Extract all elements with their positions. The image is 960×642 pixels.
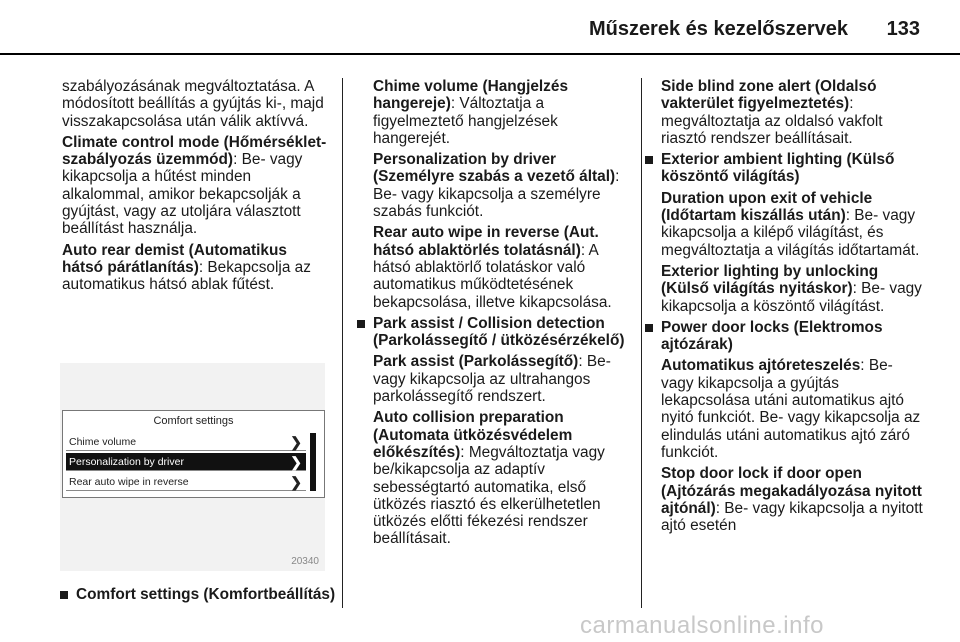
column-1 <box>62 78 330 298</box>
paragraph <box>373 151 627 220</box>
paragraph <box>661 263 923 315</box>
menu-item-personalization <box>66 453 306 471</box>
setting-text: : Be- vagy kikapcsolja a köszöntő világítást. <box>661 280 922 315</box>
setting-title: Auto collision preparation (Automata ütközésvédelem előkészítés) <box>373 409 573 461</box>
menu-item-label: Chime volume <box>69 436 137 448</box>
bullet-square-icon <box>645 324 653 332</box>
bullet-text: Park assist / Collision detection (Parkolássegítő / ütközésérzékelő) <box>373 314 625 350</box>
setting-title: Personalization by driver (Személyre szabás a vezető által) <box>373 151 616 186</box>
paragraph <box>62 134 330 238</box>
page-number: 133 <box>886 18 920 40</box>
bullet-text: Power door locks (Elektromos ajtózárak) <box>661 318 883 354</box>
setting-text: : Be- vagy kikapcsolja a személyre szabás funkciót. <box>373 168 620 221</box>
paragraph <box>661 78 923 147</box>
paragraph <box>661 190 923 259</box>
bullet-heading <box>661 319 923 354</box>
paragraph: szabályozásának megváltoztatása. A módosított beállítás a gyújtás ki-, majd visszakapcsolása után válik aktívvá. <box>62 78 324 130</box>
setting-text: : Be- vagy kikapcsolja a hűtést minden alkalommal, amikor bekapcsolják a gyújtást, vagy az utoljára választott beállítást használja. <box>62 151 303 238</box>
setting-text: : Bekapcsolja az automatikus hátsó ablak fűtést. <box>62 258 311 294</box>
paragraph <box>373 78 627 147</box>
figure-id: 20340 <box>291 556 319 567</box>
figure-caption <box>76 586 338 604</box>
chevron-right-icon: ❯ <box>290 434 302 450</box>
screen-title: Comfort settings <box>153 415 234 427</box>
setting-text: : Megváltoztatja vagy be/kikapcsolja az adaptív sebességtartó automatika, első ütközés riasztó és elkerülhetetlen ütközés előtti fékezési rendszer beállításait. <box>373 443 605 548</box>
setting-title: Automatikus ajtóreteszelés <box>661 357 861 375</box>
bullet-square-icon <box>357 320 365 328</box>
comfort-settings-figure <box>60 363 325 571</box>
setting-title: Climate control mode (Hőmérséklet-szabályozás üzemmód) <box>62 133 327 169</box>
paragraph <box>661 357 923 461</box>
menu-item-chime-volume <box>66 433 306 451</box>
paragraph <box>373 353 627 405</box>
chevron-right-icon: ❯ <box>290 474 302 490</box>
caption-text: Comfort settings (Komfortbeállítás) <box>76 586 336 603</box>
setting-text: : Be- vagy kikapcsolja a gyújtás lekapcsolása utáni automatikus ajtó nyitó funkciót. Be- vagy kikapcsolja az elindulás utáni automatikus ajtó záró funkciót. <box>661 357 921 461</box>
setting-text: : Be- vagy kikapcsolja a kilépő világítást, és megváltoztatja a világítás időtartamát. <box>661 207 920 259</box>
setting-title: Chime volume (Hangjelzés hangereje) <box>373 78 568 113</box>
paragraph <box>62 242 330 294</box>
setting-text: : A hátsó ablaktörlő tolatáskor való automatikus működtetésének bekapcsolása, illetve kikapcsolása. <box>373 241 612 311</box>
menu-item-label: Personalization by driver <box>69 456 184 468</box>
display-screen <box>62 410 325 498</box>
column-divider-2 <box>641 78 642 608</box>
column-divider-1 <box>342 78 343 608</box>
header-rule <box>0 53 960 55</box>
menu-item-rear-wipe <box>66 473 306 491</box>
paragraph <box>373 409 627 547</box>
chevron-right-icon: ❯ <box>290 454 302 470</box>
setting-title: Stop door lock if door open (Ajtózárás megakadályozása nyitott ajtónál) <box>661 465 922 517</box>
page-header <box>0 0 960 52</box>
bullet-square-icon <box>645 156 653 164</box>
menu-item-label: Rear auto wipe in reverse <box>69 476 189 488</box>
paragraph <box>373 224 627 310</box>
setting-title: Side blind zone alert (Oldalsó vakterület figyelmeztetés) <box>661 78 877 113</box>
scrollbar <box>310 433 316 491</box>
bullet-heading <box>373 315 627 350</box>
bullet-text: Exterior ambient lighting (Külső köszöntő világítás) <box>661 151 895 186</box>
setting-title: Exterior lighting by unlocking (Külső világítás nyitáskor) <box>661 262 879 298</box>
setting-title: Rear auto wipe in reverse (Aut. hátsó ablaktörlés tolatásnál) <box>373 224 599 259</box>
paragraph <box>661 465 923 534</box>
setting-title: Auto rear demist (Automatikus hátsó párátlanítás) <box>62 241 287 276</box>
setting-text: : megváltoztatja az oldalsó vakfolt riasztó rendszer beállításait. <box>661 95 883 147</box>
watermark: carmanualsonline.info <box>580 612 824 639</box>
bullet-square-icon <box>60 591 68 599</box>
setting-text: : Be- vagy kikapcsolja az ultrahangos parkolássegítő rendszert. <box>373 353 611 406</box>
column-3 <box>661 78 923 538</box>
column-2 <box>373 78 627 552</box>
bullet-heading <box>661 151 923 186</box>
setting-title: Duration upon exit of vehicle (Időtartam kiszállás után) <box>661 189 873 225</box>
chapter-title: Műszerek és kezelőszervek <box>588 18 848 40</box>
setting-text: : Be- vagy kikapcsolja a nyitott ajtó esetén <box>661 499 923 535</box>
setting-text: : Változtatja a figyelmeztető hangjelzések hangerejét. <box>373 95 558 147</box>
setting-title: Park assist (Parkolássegítő) <box>373 353 579 371</box>
